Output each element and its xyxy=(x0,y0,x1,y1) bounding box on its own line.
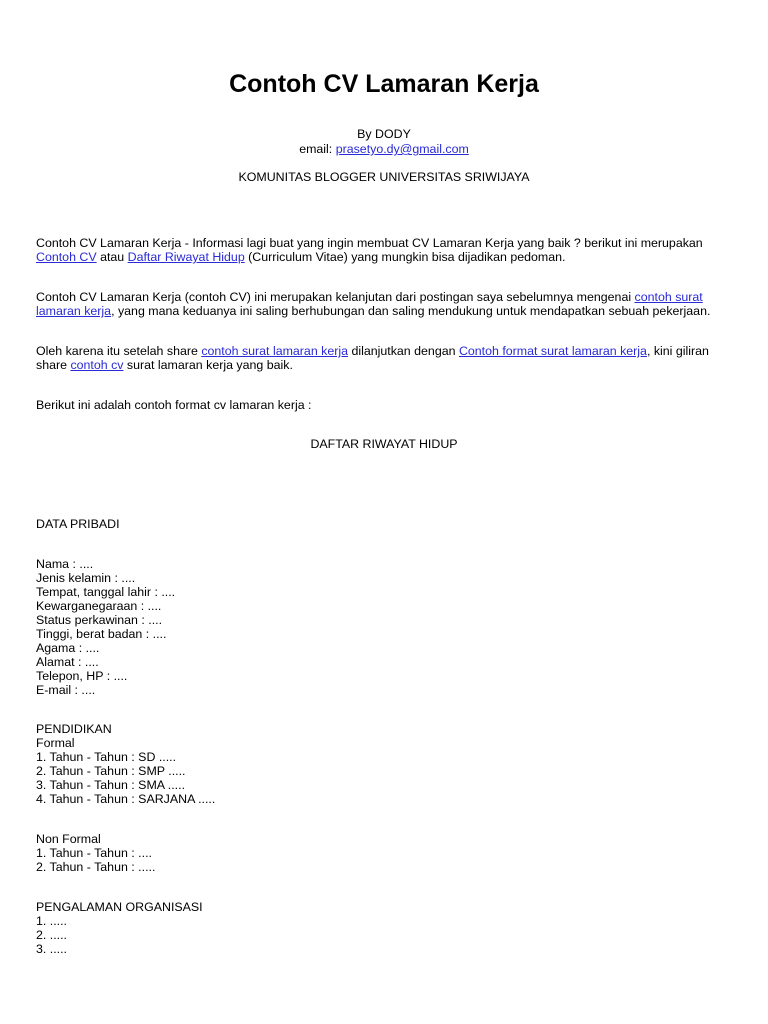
organization-item: 2. ..... xyxy=(36,928,67,942)
p3-text-3: , kini giliran share xyxy=(36,344,709,372)
organization-title: PENGALAMAN ORGANISASI xyxy=(36,900,203,914)
formal-item: 1. Tahun - Tahun : SD ..... xyxy=(36,750,177,764)
contoh-cv-link[interactable]: Contoh CV xyxy=(36,250,97,264)
personal-field: Tinggi, berat badan : .... xyxy=(36,627,167,641)
personal-field: Tempat, tanggal lahir : .... xyxy=(36,585,176,599)
formal-item: 2. Tahun - Tahun : SMP ..... xyxy=(36,764,186,778)
nonformal-section xyxy=(36,832,736,874)
personal-field: Nama : .... xyxy=(36,557,94,571)
nonformal-item: 2. Tahun - Tahun : ..... xyxy=(36,860,156,874)
nonformal-label: Non Formal xyxy=(36,832,101,846)
author-byline: By DODY xyxy=(357,127,411,141)
personal-field: Kewarganegaraan : .... xyxy=(36,599,162,613)
intro-paragraph xyxy=(36,236,736,264)
personal-field: Status perkawinan : .... xyxy=(36,613,163,627)
share-paragraph xyxy=(36,344,736,372)
formal-label: Formal xyxy=(36,736,75,750)
format-intro: Berikut ini adalah contoh format cv lamaran kerja : xyxy=(36,398,312,412)
personal-data-title: DATA PRIBADI xyxy=(36,517,120,531)
education-title: PENDIDIKAN xyxy=(36,722,112,736)
author-email-line xyxy=(0,142,768,156)
email-label: email: xyxy=(299,142,336,156)
personal-field: E-mail : .... xyxy=(36,683,96,697)
education-section xyxy=(36,722,736,806)
p2-text-2: , yang mana keduanya ini saling berhubungan dan saling mendukung untuk mendapatkan sebuah pekerjaan. xyxy=(111,304,711,318)
personal-field: Alamat : .... xyxy=(36,655,99,669)
document-title: Contoh CV Lamaran Kerja xyxy=(229,70,539,98)
personal-data-list xyxy=(36,557,736,697)
p2-text-1: Contoh CV Lamaran Kerja (contoh CV) ini merupakan kelanjutan dari postingan saya sebelumnya mengenai xyxy=(36,290,635,304)
contoh-cv-link-2[interactable]: contoh cv xyxy=(70,358,124,372)
daftar-riwayat-hidup-link[interactable]: Daftar Riwayat Hidup xyxy=(127,250,245,264)
p3-text-1: Oleh karena itu setelah share xyxy=(36,344,202,358)
contoh-format-surat-lamaran-kerja-link[interactable]: Contoh format surat lamaran kerja xyxy=(458,344,647,358)
p3-text-4: surat lamaran kerja yang baik. xyxy=(123,358,293,372)
organization-section xyxy=(36,900,736,956)
organization-item: 3. ..... xyxy=(36,942,67,956)
personal-field: Jenis kelamin : .... xyxy=(36,571,136,585)
formal-item: 3. Tahun - Tahun : SMA ..... xyxy=(36,778,186,792)
email-link[interactable]: prasetyo.dy@gmail.com xyxy=(335,142,469,156)
p3-text-2: dilanjutkan dengan xyxy=(348,344,459,358)
contoh-surat-lamaran-kerja-link[interactable]: contoh surat lamaran kerja xyxy=(36,290,703,318)
p1-text-2: atau xyxy=(96,250,128,264)
nonformal-item: 1. Tahun - Tahun : .... xyxy=(36,846,152,860)
formal-item: 4. Tahun - Tahun : SARJANA ..... xyxy=(36,792,216,806)
contoh-surat-lamaran-kerja-link-2[interactable]: contoh surat lamaran kerja xyxy=(201,344,349,358)
continuation-paragraph xyxy=(36,290,736,318)
community-name: KOMUNITAS BLOGGER UNIVERSITAS SRIWIJAYA xyxy=(238,170,530,184)
p1-text-1: Contoh CV Lamaran Kerja - Informasi lagi buat yang ingin membuat CV Lamaran Kerja yang baik ? berikut ini merupakan xyxy=(36,236,703,250)
cv-heading: DAFTAR RIWAYAT HIDUP xyxy=(310,437,458,451)
p1-text-3: (Curriculum Vitae) yang mungkin bisa dijadikan pedoman. xyxy=(244,250,566,264)
organization-item: 1. ..... xyxy=(36,914,67,928)
personal-field: Telepon, HP : .... xyxy=(36,669,128,683)
personal-field: Agama : .... xyxy=(36,641,100,655)
